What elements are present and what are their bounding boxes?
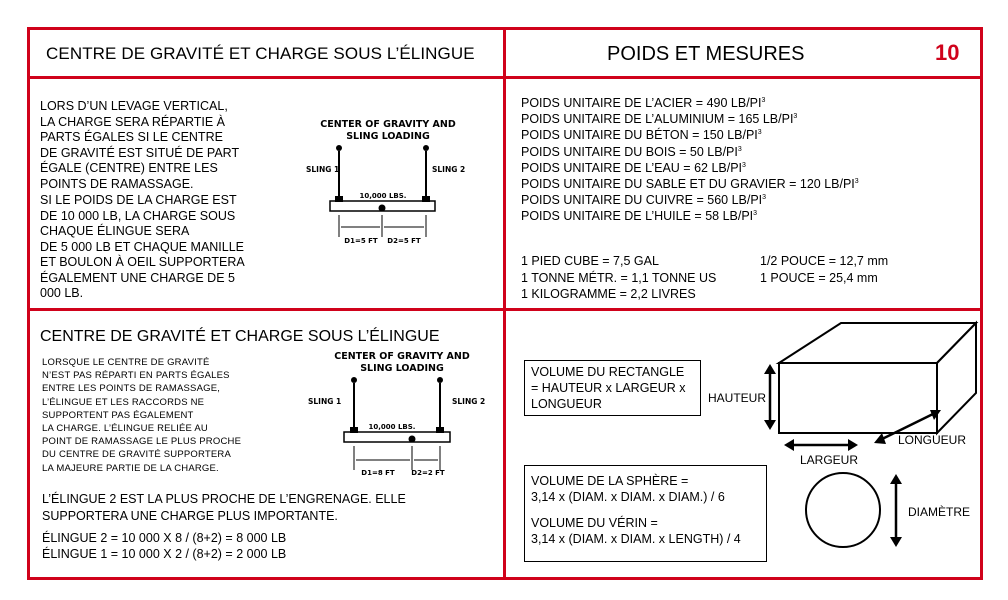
small-line: N’EST PAS RÉPARTI EN PARTS ÉGALES [42, 370, 230, 382]
weight-row: POIDS UNITAIRE DE L’ACIER = 490 $LB/PI^3$ [521, 96, 766, 110]
sling1-label: SLING 1 [306, 165, 340, 174]
small-line: LA MAJEURE PARTIE DE LA CHARGE. [42, 462, 219, 474]
para2-line: DE 5 000 LB ET CHAQUE MANILLE [40, 239, 245, 254]
para2-line: DE 10 000 LB, LA CHARGE SOUS [40, 208, 236, 223]
load-beam [344, 432, 450, 442]
largeur-arrowhead-left [784, 439, 794, 451]
sling2-hook-icon [437, 377, 443, 383]
para-line: SUPPORTERA UNE CHARGE PLUS IMPORTANTE. [42, 508, 338, 523]
center-of-gravity-icon [379, 205, 386, 212]
panel-tl-title: CENTRE DE GRAVITÉ ET CHARGE SOUS L’ÉLINGUE [46, 44, 475, 63]
longueur-label: LONGUEUR [898, 433, 967, 447]
weight-row: POIDS UNITAIRE DE L’HUILE = 58 $LB/PI^3$ [521, 209, 758, 224]
para1-line: LA CHARGE SERA RÉPARTIE À [40, 114, 226, 129]
rect-box-line: VOLUME DU RECTANGLE [531, 365, 685, 379]
panel-tl-para2 [40, 193, 290, 302]
sling2-hook-icon [423, 145, 429, 151]
weight-row: POIDS UNITAIRE DU BÉTON = 150 $LB/PI^3$ [521, 128, 762, 143]
middle-divider [27, 308, 983, 311]
para2-line: ET BOULON À OEIL SUPPORTERA [40, 255, 245, 269]
conversion-row: 1/2 POUCE = 12,7 mm [760, 254, 889, 268]
d2-label: D2=5 FT [387, 237, 421, 245]
para1-line: PARTS ÉGALES SI LE CENTRE [40, 130, 223, 144]
weight-row: POIDS UNITAIRE DU BOIS = 50 $LB/PI^3$ [521, 144, 742, 159]
hauteur-label: HAUTEUR [708, 391, 767, 405]
sling1-hook-icon [336, 145, 342, 151]
conversion-row: 1 TONNE MÉTR. = 1,1 TONNE US [521, 270, 717, 285]
sling-diagram-equal [300, 115, 480, 250]
para1-line: LORS D’UN LEVAGE VERTICAL, [40, 99, 228, 113]
sphere-box-line: VOLUME DU VÉRIN = [531, 516, 658, 530]
rect-box-line: = HAUTEUR x LARGEUR x [531, 381, 686, 395]
weights-list [521, 95, 859, 225]
para2-line: ÉGALEMENT UNE CHARGE DE 5 [40, 270, 235, 285]
panel-bl-para [42, 491, 406, 524]
weight-row: POIDS UNITAIRE DU CUIVRE = 560 $LB/PI^3$ [521, 193, 767, 208]
panel-bl-small-text [42, 356, 302, 475]
d1-label: D1=5 FT [344, 237, 378, 245]
diametre-arrowhead-up [890, 474, 902, 484]
para1-line: DE GRAVITÉ EST SITUÉ DE PART [40, 145, 240, 160]
weight-row: POIDS UNITAIRE DE L’ALUMINIUM = 165 $LB/PI^3$ [521, 112, 798, 127]
diagram-title-line2: SLING LOADING [360, 363, 444, 374]
header-divider [27, 76, 983, 79]
geometry-diagram [700, 320, 980, 578]
load-shackle-right [422, 196, 430, 202]
sphere-box-line: VOLUME DE LA SPHÈRE = [531, 474, 689, 488]
d1-label: D1=8 FT [361, 469, 395, 477]
sling2-label: SLING 2 [432, 165, 466, 174]
diagram-title-line1: CENTER OF GRAVITY AND [334, 351, 470, 362]
sling1-hook-icon [351, 377, 357, 383]
para1-line: POINTS DE RAMASSAGE. [40, 176, 194, 191]
hauteur-arrowhead-down [764, 420, 776, 430]
page-number: 10 [935, 40, 960, 65]
sling-diagram-unequal [300, 348, 500, 483]
diametre-arrowhead-down [890, 537, 902, 547]
vertical-divider [503, 27, 506, 580]
small-line: SUPPORTENT PAS ÉGALEMENT [42, 409, 194, 421]
small-line: L’ÉLINGUE ET LES RACCORDS NE [42, 396, 205, 408]
panel-bl-title: CENTRE DE GRAVITÉ ET CHARGE SOUS L’ÉLINGUE [40, 328, 440, 345]
diagram-title-line2: SLING LOADING [346, 131, 430, 142]
sling1-label: SLING 1 [308, 397, 342, 406]
formula-sling1: ÉLINGUE 1 = 10 000 X 2 / (8+2) = 2 000 LB [42, 546, 287, 561]
hauteur-arrowhead-up [764, 364, 776, 374]
conversion-row: 1 KILOGRAMME = 2,2 LIVRES [521, 287, 696, 301]
conversions-left [521, 253, 716, 303]
conversion-row: 1 POUCE = 25,4 mm [760, 270, 878, 285]
conversions-right [760, 253, 888, 286]
load-label: 10,000 LBS. [359, 192, 407, 200]
rectangle-volume-box [524, 360, 701, 416]
small-line: ENTRE LES POINTS DE RAMASSAGE, [42, 383, 221, 395]
weight-row: POIDS UNITAIRE DU SABLE ET DU GRAVIER = 120 $LB/PI^3$ [521, 177, 859, 192]
load-shackle-left [335, 196, 343, 202]
d2-label: D2=2 FT [411, 469, 445, 477]
diagram-title-line1: CENTER OF GRAVITY AND [320, 119, 456, 130]
small-line: POINT DE RAMASSAGE LE PLUS PROCHE [42, 436, 242, 448]
para1-line: ÉGALE (CENTRE) ENTRE LES [40, 161, 218, 175]
sphere-circle [806, 473, 880, 547]
formula-sling2: ÉLINGUE 2 = 10 000 X 8 / (8+2) = 8 000 LB [42, 531, 287, 545]
small-line: LA CHARGE. L’ÉLINGUE RELIÉE AU [42, 423, 208, 435]
load-shackle-right [436, 427, 444, 433]
panel-tl-para1 [40, 99, 290, 192]
center-of-gravity-icon [409, 436, 416, 443]
rect-box-line: LONGUEUR [531, 397, 602, 411]
para2-line: SI LE POIDS DE LA CHARGE EST [40, 193, 237, 207]
small-line: LORSQUE LE CENTRE DE GRAVITÉ [42, 357, 210, 368]
largeur-label: LARGEUR [800, 453, 859, 467]
para2-line: CHAQUE ÉLINGUE SERA [40, 224, 190, 238]
para2-line: 000 LB. [40, 286, 84, 300]
sphere-box-line: 3,14 x (DIAM. x DIAM. x LENGTH) / 4 [531, 532, 741, 546]
small-line: DU CENTRE DE GRAVITÉ SUPPORTERA [42, 449, 232, 461]
sling2-label: SLING 2 [452, 397, 486, 406]
diametre-label: DIAMÈTRE [908, 505, 971, 519]
conversion-row: 1 PIED CUBE = 7,5 GAL [521, 254, 659, 268]
largeur-arrowhead-right [848, 439, 858, 451]
panel-bl-formulas [42, 531, 286, 562]
load-label: 10,000 LBS. [368, 423, 416, 431]
para-line: L’ÉLINGUE 2 EST LA PLUS PROCHE DE L’ENGRENAGE. ELLE [42, 492, 406, 506]
weight-row: POIDS UNITAIRE DE L’EAU = 62 $LB/PI^3$ [521, 160, 746, 175]
load-shackle-left [350, 427, 358, 433]
sphere-box-line: 3,14 x (DIAM. x DIAM. x DIAM.) / 6 [531, 490, 725, 504]
panel-tr-title: POIDS ET MESURES [607, 43, 805, 65]
